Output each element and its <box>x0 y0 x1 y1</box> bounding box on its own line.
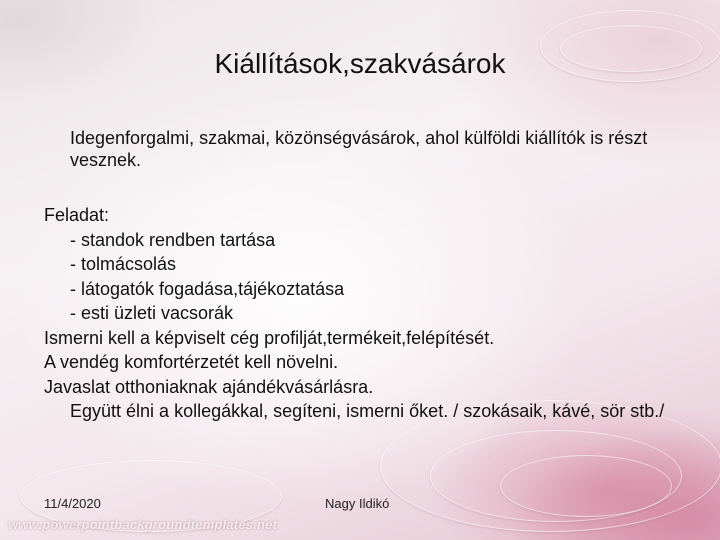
watermark-text: www.powerpointbackgroundtemplates.net <box>8 517 278 532</box>
slide-title: Kiállítások,szakvásárok <box>214 48 506 79</box>
footer-author: Nagy Ildikó <box>325 496 390 511</box>
intro-paragraph: Idegenforgalmi, szakmai, közönségvásárok, ahol külföldi kiállítók is részt vesznek. <box>70 128 648 170</box>
body-line: Együtt élni a kollegákkal, segíteni, ismerni őket. / szokásaik, kávé, sör stb./ <box>70 401 665 421</box>
body-line: Javaslat otthoniaknak ajándékvásárlásra. <box>44 376 374 397</box>
background-ripple <box>500 455 672 517</box>
task-item: - esti üzleti vacsorák <box>70 303 234 323</box>
footer-date: 11/4/2020 <box>44 496 101 511</box>
body-line: Feladat: <box>44 205 110 225</box>
slide-body <box>44 203 684 424</box>
body-line: Ismerni kell a képviselt cég profilját,termékeit,felépítését. <box>44 327 495 348</box>
body-line: A vendég komfortérzetét kell növelni. <box>44 352 339 372</box>
task-item: - látogatók fogadása,tájékoztatása <box>70 278 345 299</box>
background-ripple <box>430 430 682 522</box>
task-item: - standok rendben tartása <box>70 229 276 250</box>
task-item: - tolmácsolás <box>70 254 177 274</box>
